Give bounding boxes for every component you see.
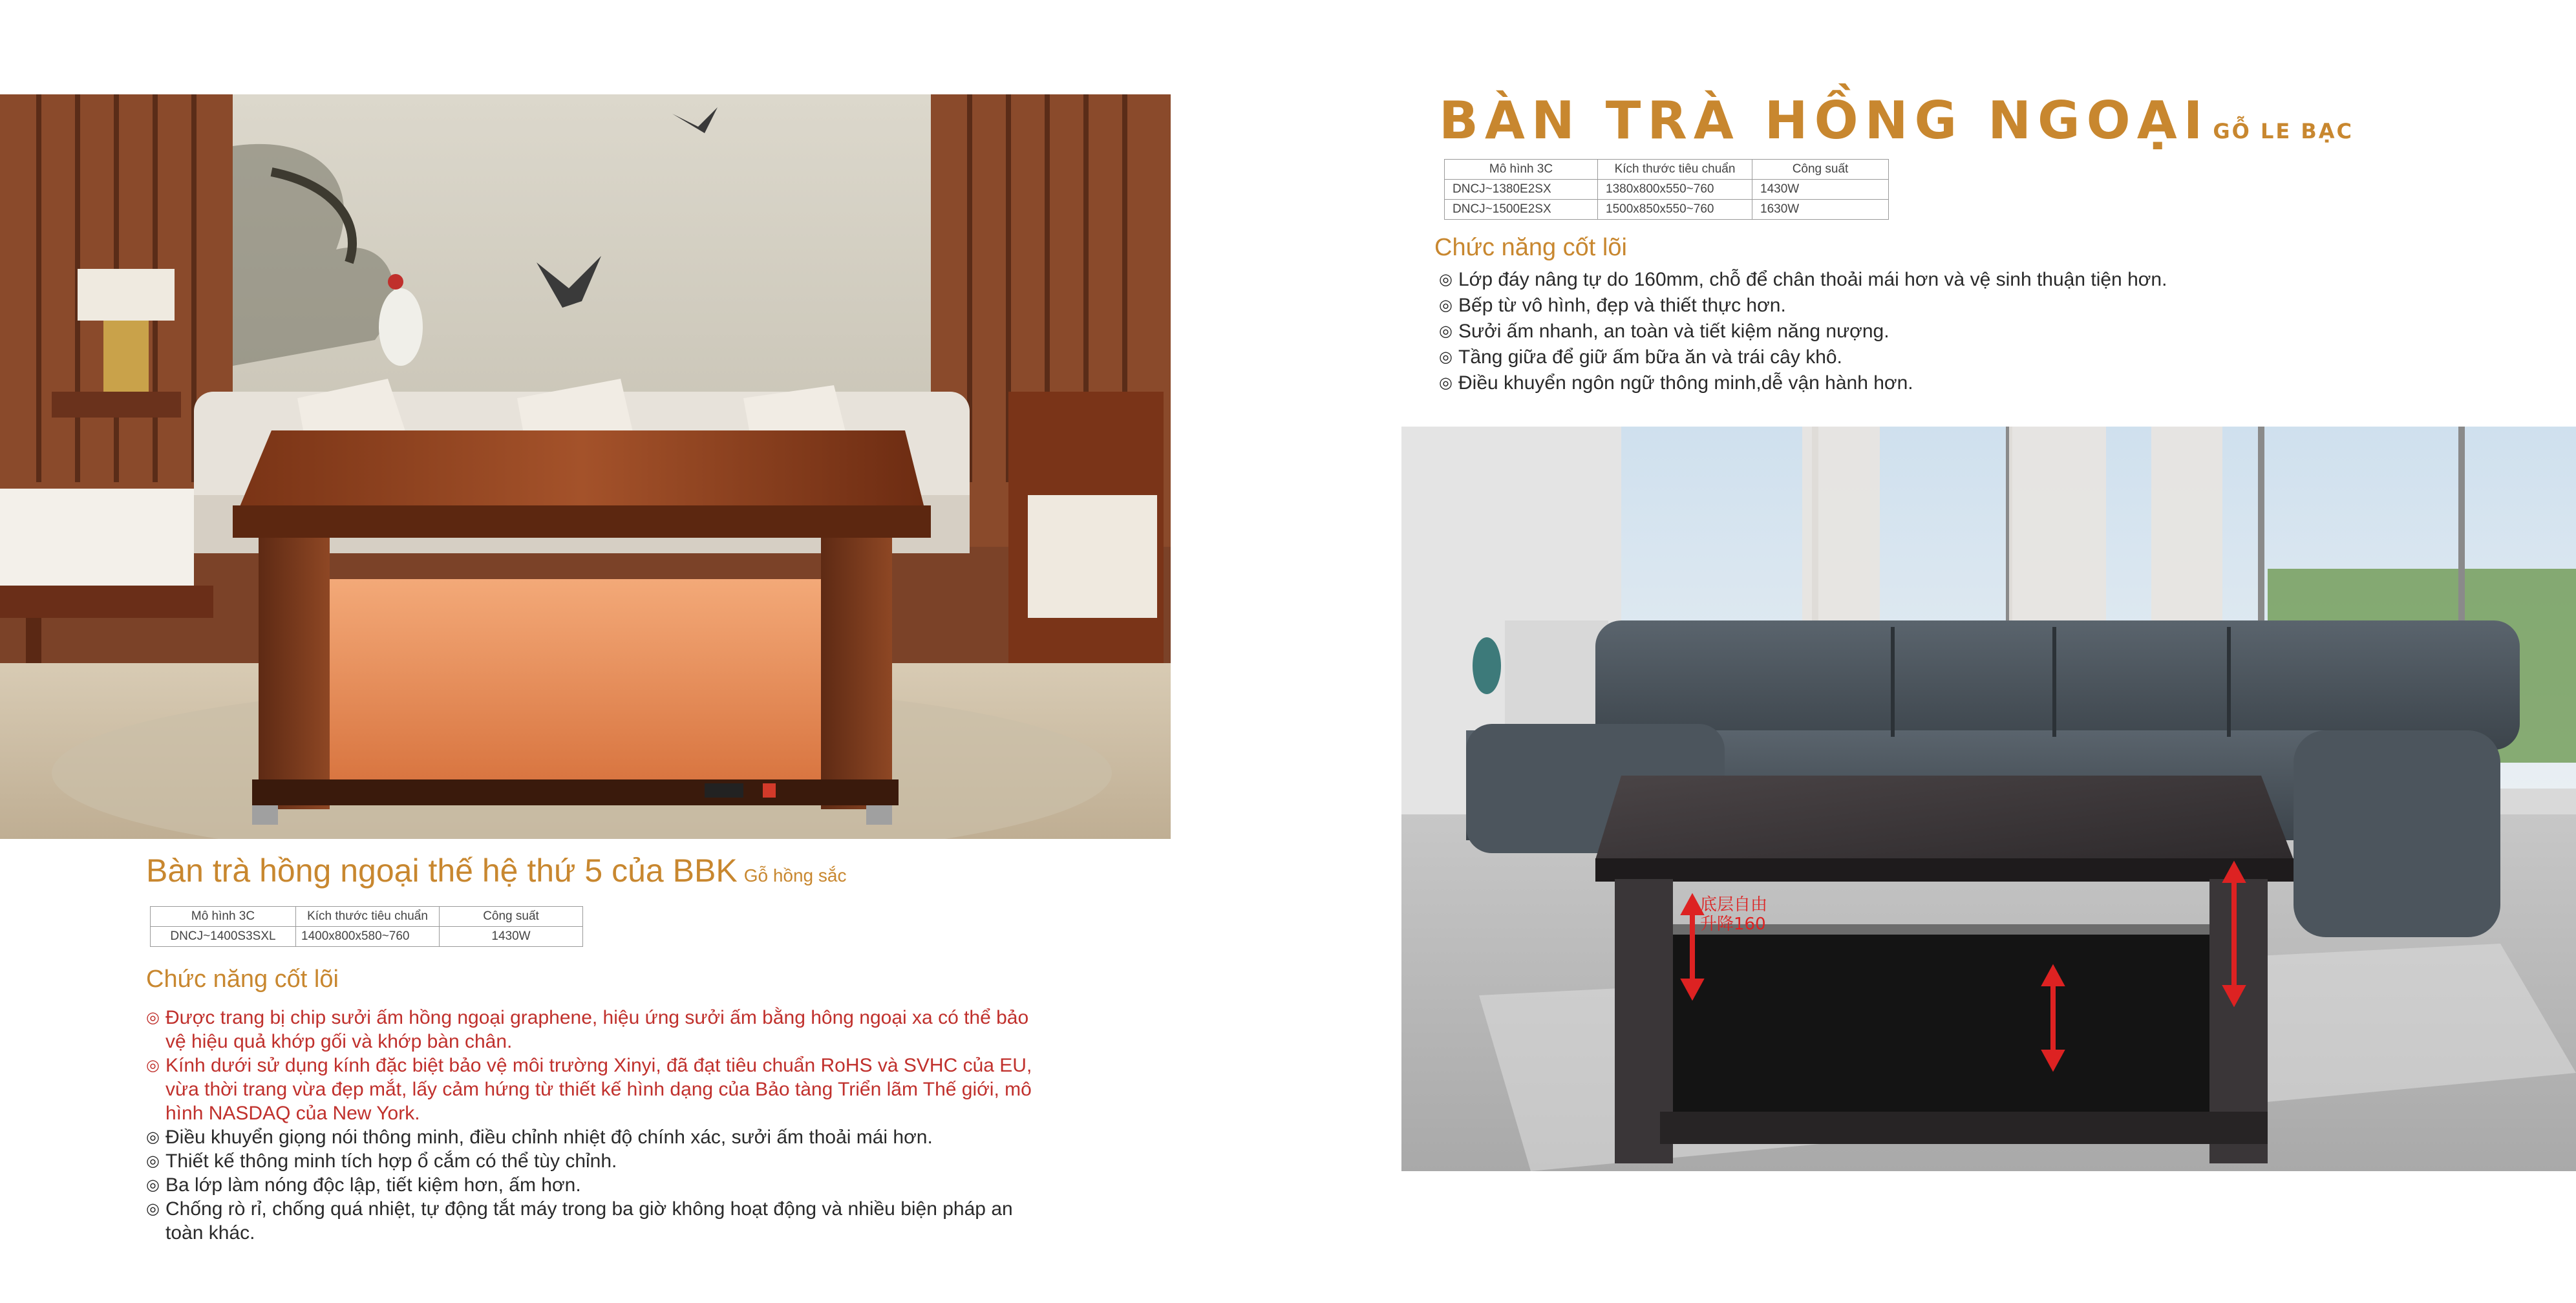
right-features-heading: Chức năng cốt lõi (1434, 234, 1627, 261)
right-product-photo (1401, 427, 2576, 1171)
feature-text: Thiết kế thông minh tích hợp ổ cắm có thể tùy chỉnh. (165, 1150, 617, 1172)
cell-size: 1380x800x550~760 (1598, 180, 1752, 200)
bullet-icon: ◎ (1439, 348, 1453, 366)
cell-power: 1430W (1752, 180, 1889, 200)
cell-size: 1500x850x550~760 (1598, 200, 1752, 220)
right-features-list (1439, 267, 2409, 396)
feature-text: Tầng giữa để giữ ấm bữa ăn và trái cây khô. (1458, 346, 1842, 368)
header-power: Công suất (440, 907, 583, 927)
feature-text: Sưởi ấm nhanh, an toàn và tiết kiệm năng nượng. (1458, 321, 1889, 342)
bullet-icon: ◎ (146, 1057, 160, 1074)
list-item (146, 1054, 1045, 1125)
bullet-icon: ◎ (1439, 271, 1453, 288)
left-room-illustration (0, 94, 1171, 839)
table-row (151, 927, 583, 947)
feature-text: Điều khuyển giọng nói thông minh, điều chỉnh nhiệt độ chính xác, sưởi ấm thoải mái hơn. (165, 1127, 933, 1148)
header-power: Công suất (1752, 160, 1889, 180)
feature-text: Điều khuyển ngôn ngữ thông minh,dễ vận hành hơn. (1458, 372, 1913, 394)
cell-model: DNCJ~1400S3SXL (151, 927, 296, 947)
bullet-icon: ◎ (146, 1009, 160, 1026)
list-item (1439, 344, 2409, 370)
left-product-photo (0, 94, 1171, 839)
list-item (1439, 267, 2409, 293)
feature-text: Được trang bị chip sưởi ấm hồng ngoại graphene, hiệu ứng sưởi ấm bằng hông ngoại xa có thể bảo vệ hiệu quả khớp gối và khớp bàn chân. (165, 1007, 1029, 1052)
list-item (146, 1125, 1045, 1149)
right-room-illustration (1401, 427, 2576, 1171)
bullet-icon: ◎ (146, 1200, 160, 1218)
left-features-list (146, 1006, 1045, 1245)
callout-line-2: 升降160 (1700, 915, 1766, 934)
list-item (146, 1149, 1045, 1173)
bullet-icon: ◎ (1439, 297, 1453, 314)
bullet-icon: ◎ (146, 1176, 160, 1194)
right-title-text: BÀN TRÀ HỒNG NGOẠI (1439, 90, 2209, 151)
cell-model: DNCJ~1380E2SX (1445, 180, 1598, 200)
list-item (1439, 319, 2409, 344)
feature-text: Lớp đáy nâng tự do 160mm, chỗ để chân thoải mái hơn và vệ sinh thuận tiện hơn. (1458, 269, 2167, 290)
left-spec-table (150, 906, 583, 947)
feature-text: Bếp từ vô hình, đẹp và thiết thực hơn. (1458, 295, 1786, 316)
left-features-heading: Chức năng cốt lõi (146, 966, 339, 993)
cell-power: 1630W (1752, 200, 1889, 220)
header-size: Kích thước tiêu chuẩn (1598, 160, 1752, 180)
feature-text: Kính dưới sử dụng kính đặc biệt bảo vệ môi trường Xinyi, đã đạt tiêu chuẩn RoHS và SVHC của EU, vừa thời trang vừa đẹp mắt, lấy cảm hứng từ thiết kế hình dạng của Bảo tàng Triển lãm Thế giới, mô hình NASDAQ của New York. (165, 1055, 1032, 1124)
bullet-icon: ◎ (1439, 374, 1453, 392)
callout-line-1: 底层自由 (1700, 895, 1768, 915)
right-subtitle-text: GỖ LE BẠC (2213, 119, 2354, 143)
list-item (1439, 293, 2409, 319)
bullet-icon: ◎ (146, 1128, 160, 1146)
right-spec-table (1444, 159, 1889, 220)
header-model: Mô hình 3C (151, 907, 296, 927)
left-title-text: Bàn trà hồng ngoại thế hệ thứ 5 của BBK (146, 853, 738, 889)
header-model: Mô hình 3C (1445, 160, 1598, 180)
left-subtitle-text: Gỗ hồng sắc (743, 865, 847, 885)
header-size: Kích thước tiêu chuẩn (296, 907, 440, 927)
list-item (146, 1173, 1045, 1197)
right-product-title (1439, 90, 2354, 151)
list-item (146, 1006, 1045, 1054)
feature-text: Chống rò rỉ, chống quá nhiệt, tự động tắt máy trong ba giờ không hoạt động và nhiều biện pháp an toàn khác. (165, 1198, 1013, 1244)
list-item (146, 1197, 1045, 1245)
bullet-icon: ◎ (146, 1152, 160, 1170)
left-product-title (146, 852, 846, 889)
feature-text: Ba lớp làm nóng độc lập, tiết kiệm hơn, ấm hơn. (165, 1174, 581, 1196)
table-header-row (151, 907, 583, 927)
cell-power: 1430W (440, 927, 583, 947)
table-row (1445, 180, 1889, 200)
bullet-icon: ◎ (1439, 323, 1453, 340)
table-header-row (1445, 160, 1889, 180)
cell-size: 1400x800x580~760 (296, 927, 440, 947)
list-item (1439, 370, 2409, 396)
table-row (1445, 200, 1889, 220)
cell-model: DNCJ~1500E2SX (1445, 200, 1598, 220)
